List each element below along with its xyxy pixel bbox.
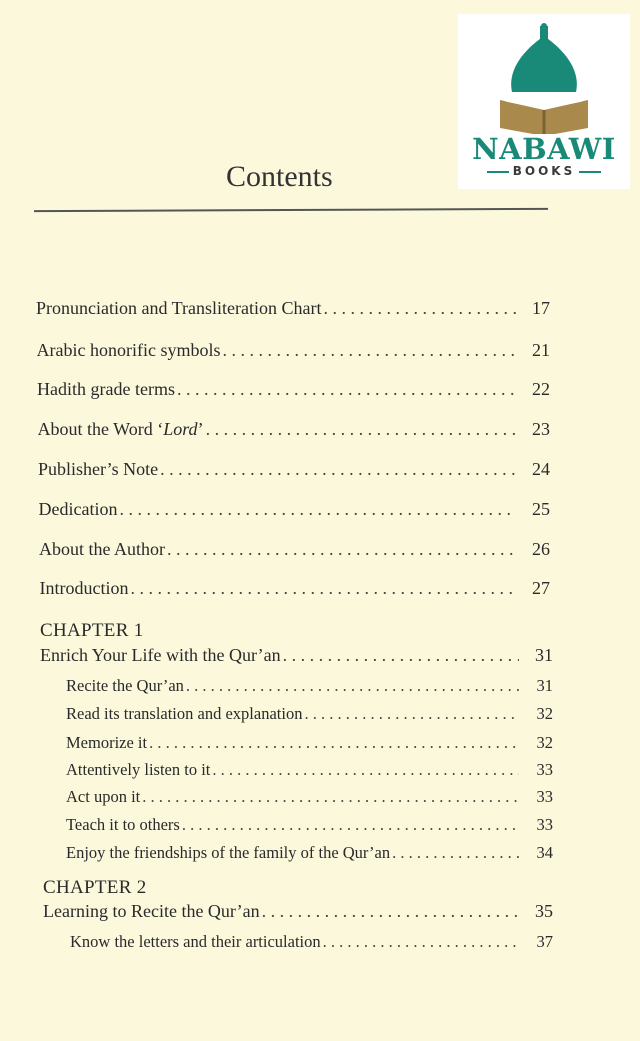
toc-page-number: 32 — [536, 704, 553, 723]
toc-entry-label: Introduction — [39, 578, 129, 598]
toc-page-number: 33 — [536, 815, 553, 834]
dot-leader — [186, 676, 519, 696]
toc-page-number: 33 — [536, 787, 553, 806]
toc-page-number: 27 — [532, 578, 550, 598]
dot-leader — [262, 901, 519, 922]
toc-page-number: 22 — [532, 379, 550, 399]
toc-page-number: 35 — [535, 901, 553, 921]
toc-page-number: 26 — [532, 539, 550, 559]
toc-page-number: 37 — [536, 932, 553, 951]
toc-page-number: 31 — [536, 676, 553, 695]
toc-entry — [38, 459, 550, 480]
chapter-heading: CHAPTER 1 — [40, 620, 144, 641]
toc-section-entry — [66, 760, 553, 780]
toc-section-entry — [70, 932, 553, 952]
toc-entry-label: Arabic honorific symbols — [36, 340, 221, 360]
chapter-title-entry — [40, 645, 553, 666]
dot-leader — [130, 578, 516, 599]
toc-entry-label: About the Word ‘Lord’ — [37, 419, 204, 439]
toc-entry-label: Enjoy the friendships of the family of the Qur’an — [66, 843, 391, 862]
toc-entry — [38, 419, 551, 440]
toc-section-entry — [66, 676, 553, 696]
dot-leader — [177, 379, 516, 400]
dot-leader — [206, 419, 516, 440]
toc-entry-label: Memorize it — [66, 733, 148, 752]
toc-entry-label: Learning to Recite the Qur’an — [43, 901, 260, 921]
toc-page-number: 23 — [532, 419, 550, 439]
toc-entry — [39, 499, 551, 520]
toc-entry-label: Dedication — [38, 499, 118, 519]
toc-section-entry — [66, 787, 553, 807]
toc-entry-label: Know the letters and their articulation — [70, 932, 321, 951]
toc-entry-label: Recite the Qur’an — [66, 676, 184, 695]
nabawi-books-logo — [458, 14, 630, 189]
toc-page-number: 25 — [532, 499, 550, 519]
chapter-title-entry — [43, 901, 553, 922]
toc-page-number: 33 — [536, 760, 553, 779]
dot-leader — [212, 760, 519, 780]
dot-leader — [304, 704, 519, 724]
toc-page-number: 34 — [536, 843, 553, 862]
dot-leader — [119, 499, 516, 520]
toc-page-number: 24 — [532, 459, 550, 479]
dot-leader — [392, 843, 519, 863]
toc-section-entry — [66, 704, 553, 724]
page-title: Contents — [226, 160, 333, 193]
dot-leader — [167, 539, 516, 560]
toc-entry-label: Enrich Your Life with the Qur’an — [40, 645, 281, 665]
toc-page-number: 31 — [535, 645, 553, 665]
toc-section-entry — [66, 733, 553, 753]
dot-leader — [323, 932, 519, 952]
dot-leader — [182, 815, 519, 835]
toc-page-number: 17 — [532, 298, 550, 318]
logo-name: NABAWI — [472, 132, 616, 166]
toc-entry-label: Pronunciation and Transliteration Chart — [36, 298, 322, 318]
toc-entry-label: Read its translation and explanation — [66, 704, 303, 723]
logo-sub: BOOKS — [458, 164, 630, 178]
toc-entry — [40, 578, 551, 599]
toc-page-number: 21 — [532, 340, 550, 360]
dot-leader — [222, 340, 516, 361]
toc-entry-label: Act upon it — [66, 787, 141, 806]
dot-leader — [149, 733, 519, 753]
toc-entry — [39, 539, 550, 560]
chapter-heading: CHAPTER 2 — [43, 877, 147, 898]
title-divider — [34, 208, 548, 212]
toc-entry — [37, 379, 550, 400]
mosque-book-icon — [458, 14, 630, 134]
dot-leader — [142, 787, 519, 807]
toc-entry-label: Attentively listen to it — [66, 760, 211, 779]
toc-entry-label: Hadith grade terms — [37, 379, 175, 399]
toc-page-number: 32 — [536, 733, 553, 752]
dot-leader — [323, 298, 516, 319]
toc-section-entry — [66, 815, 553, 835]
toc-entry-label: Publisher’s Note — [38, 459, 159, 479]
toc-section-entry — [66, 843, 553, 863]
dot-leader — [160, 459, 516, 480]
toc-entry-label: Teach it to others — [66, 815, 180, 834]
dot-leader — [283, 645, 519, 666]
toc-entry — [36, 298, 550, 319]
toc-entry-label: About the Author — [39, 539, 165, 559]
toc-entry — [37, 340, 551, 361]
